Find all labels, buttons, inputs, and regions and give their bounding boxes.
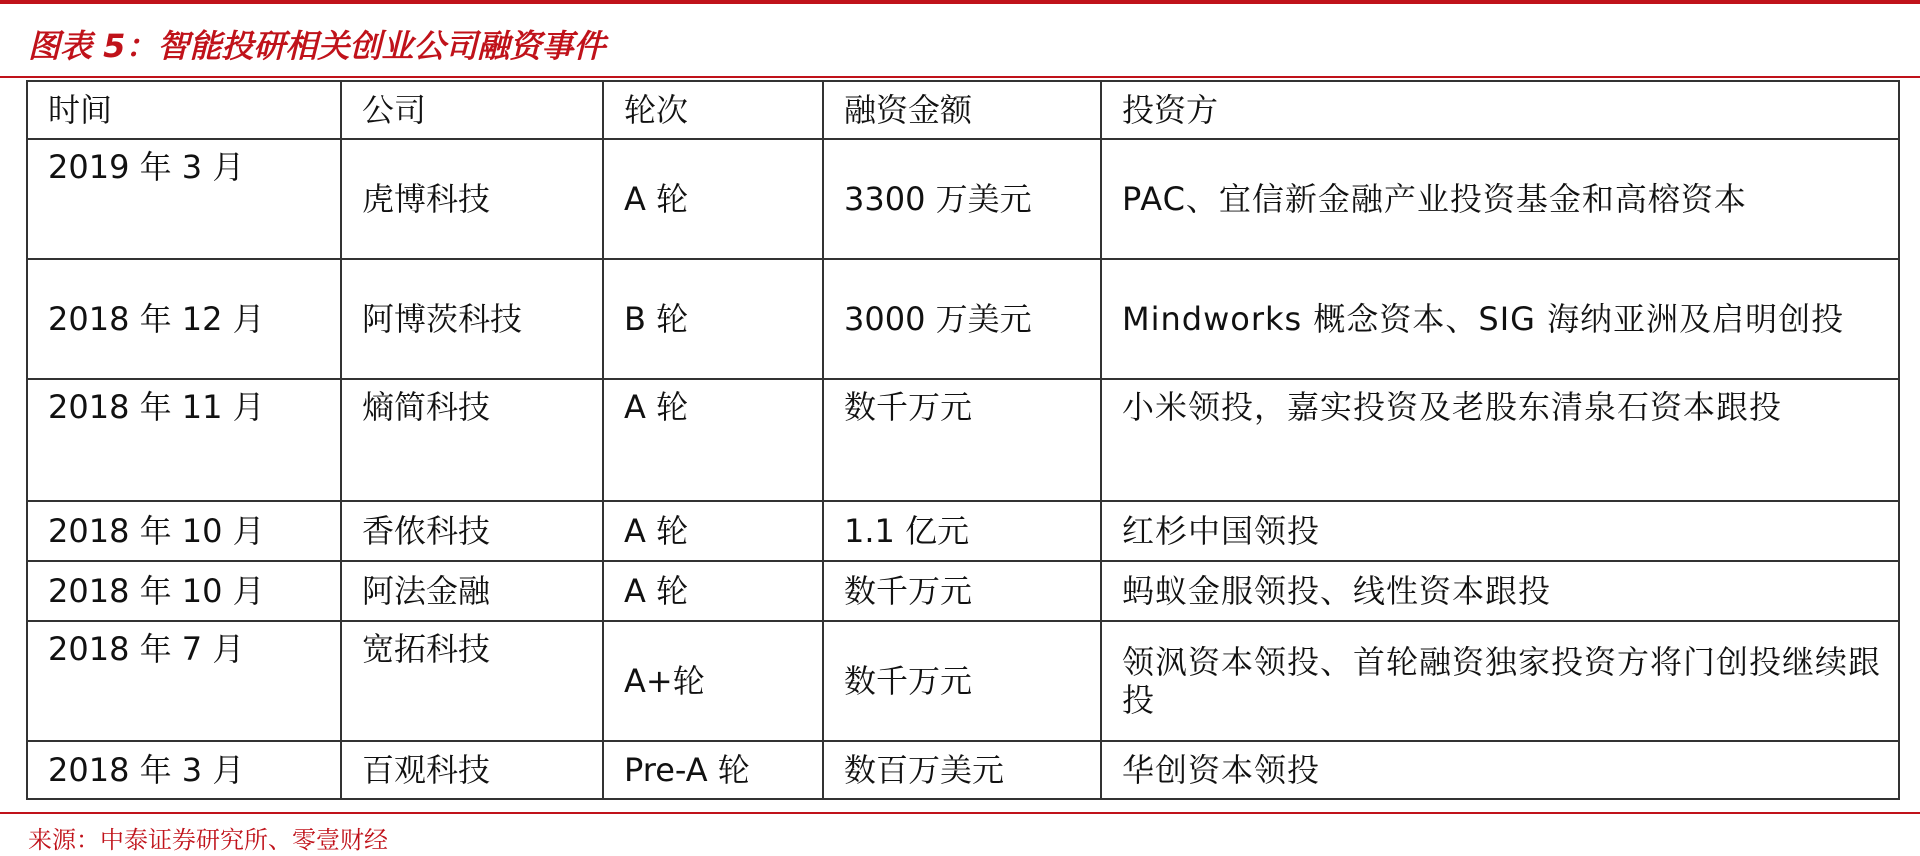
table-row <box>27 501 1899 561</box>
company-cell: 阿法金融 <box>341 561 603 621</box>
investors-cell: 领沨资本领投、首轮融资独家投资方将门创投继续跟投 <box>1101 621 1899 741</box>
round-cell: A+轮 <box>603 621 823 741</box>
investors-cell: PAC、宜信新金融产业投资基金和高榕资本 <box>1101 139 1899 259</box>
amount-cell: 数千万元 <box>823 379 1101 501</box>
top-accent-line <box>0 0 1920 4</box>
table-row <box>27 259 1899 379</box>
company-cell: 百观科技 <box>341 741 603 799</box>
table-row <box>27 139 1899 259</box>
figure-title <box>28 22 605 70</box>
table-row <box>27 621 1899 741</box>
table-row <box>27 379 1899 501</box>
round-cell: A 轮 <box>603 139 823 259</box>
company-cell: 虎博科技 <box>341 139 603 259</box>
financing-events-table <box>26 80 1900 800</box>
table-header-row <box>27 81 1899 139</box>
amount-cell: 数千万元 <box>823 621 1101 741</box>
header-investors: 投资方 <box>1101 81 1899 139</box>
round-cell: Pre-A 轮 <box>603 741 823 799</box>
date-cell: 2018 年 3 月 <box>27 741 341 799</box>
figure-caption: 智能投研相关创业公司融资事件 <box>157 27 606 65</box>
header-company: 公司 <box>341 81 603 139</box>
date-cell: 2018 年 11 月 <box>27 379 341 501</box>
company-cell: 熵简科技 <box>341 379 603 501</box>
company-cell: 宽拓科技 <box>341 621 603 741</box>
company-cell: 香侬科技 <box>341 501 603 561</box>
round-cell: B 轮 <box>603 259 823 379</box>
investors-cell: 华创资本领投 <box>1101 741 1899 799</box>
date-cell: 2018 年 10 月 <box>27 501 341 561</box>
figure-label: 图表 5： <box>28 27 158 65</box>
header-amount: 融资金额 <box>823 81 1101 139</box>
source-note: 来源：中泰证券研究所、零壹财经 <box>28 826 388 854</box>
investors-cell: Mindworks 概念资本、SIG 海纳亚洲及启明创投 <box>1101 259 1899 379</box>
amount-cell: 3000 万美元 <box>823 259 1101 379</box>
header-round: 轮次 <box>603 81 823 139</box>
investors-cell: 红杉中国领投 <box>1101 501 1899 561</box>
header-date: 时间 <box>27 81 341 139</box>
amount-cell: 数千万元 <box>823 561 1101 621</box>
table-row <box>27 561 1899 621</box>
company-cell: 阿博茨科技 <box>341 259 603 379</box>
round-cell: A 轮 <box>603 379 823 501</box>
date-cell: 2018 年 12 月 <box>27 259 341 379</box>
title-divider <box>0 76 1920 78</box>
investors-cell: 蚂蚁金服领投、线性资本跟投 <box>1101 561 1899 621</box>
amount-cell: 3300 万美元 <box>823 139 1101 259</box>
amount-cell: 数百万美元 <box>823 741 1101 799</box>
round-cell: A 轮 <box>603 561 823 621</box>
table-row <box>27 741 1899 799</box>
round-cell: A 轮 <box>603 501 823 561</box>
amount-cell: 1.1 亿元 <box>823 501 1101 561</box>
date-cell: 2018 年 7 月 <box>27 621 341 741</box>
date-cell: 2019 年 3 月 <box>27 139 341 259</box>
investors-cell: 小米领投，嘉实投资及老股东清泉石资本跟投 <box>1101 379 1899 501</box>
date-cell: 2018 年 10 月 <box>27 561 341 621</box>
source-divider <box>0 812 1920 814</box>
